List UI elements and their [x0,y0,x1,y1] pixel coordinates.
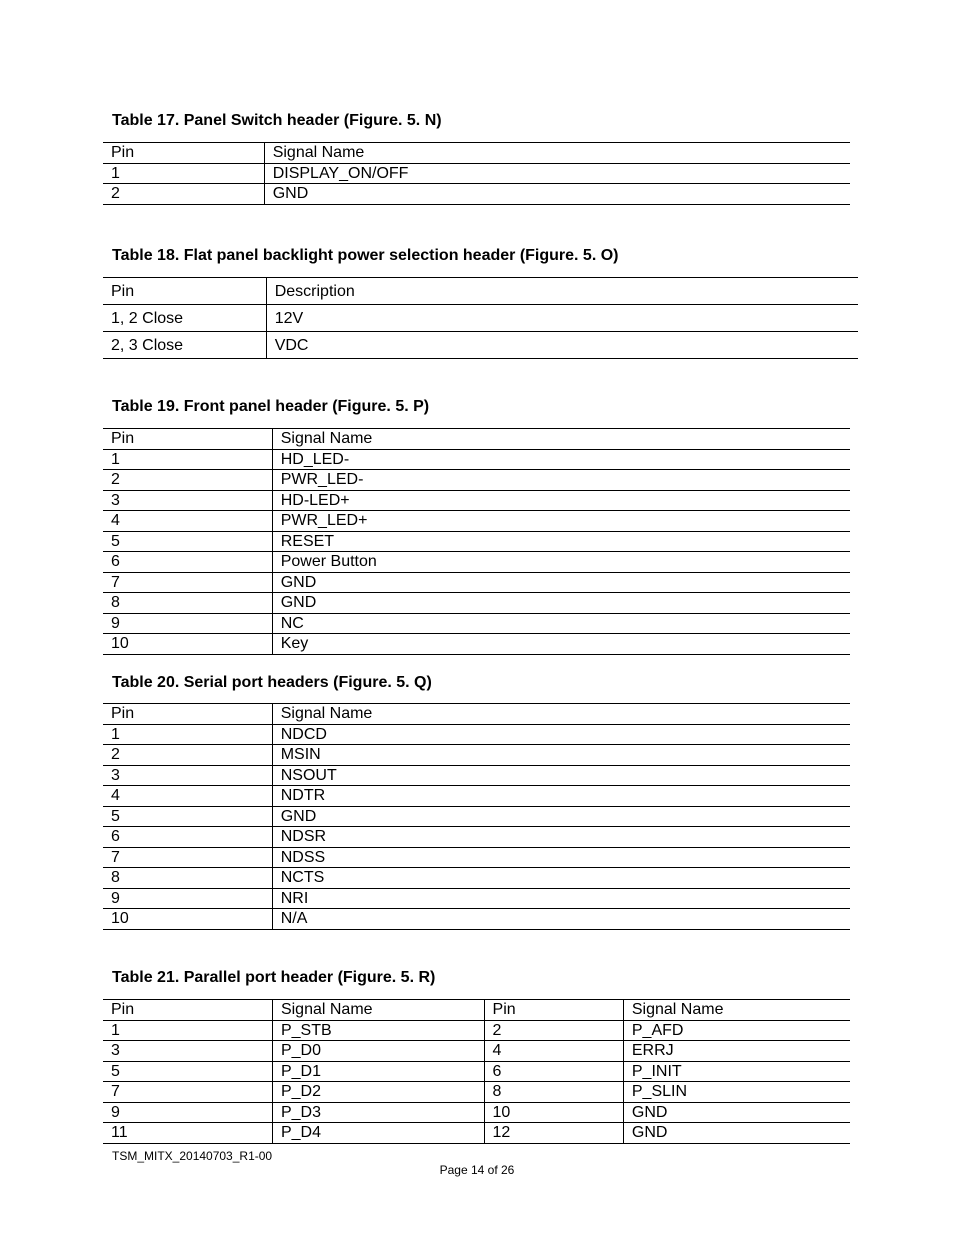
table-20-caption: Table 20. Serial port headers (Figure. 5. Q) [112,674,432,691]
table-row [103,765,850,786]
table-cell: 1 [103,163,264,184]
table-cell: P_AFD [623,1020,850,1041]
table-18-backlight-power [103,277,858,359]
table-cell: DISPLAY_ON/OFF [264,163,850,184]
table-cell: P_INIT [623,1061,850,1082]
table-cell: 9 [103,1102,272,1123]
table-cell: 1 [103,1020,272,1041]
table-row [103,1102,850,1123]
table-cell: RESET [272,531,850,552]
table-17-panel-switch [103,142,850,205]
table-cell: PWR_LED+ [272,511,850,532]
table-cell: P_D3 [272,1102,484,1123]
table-cell: NDSS [272,847,850,868]
table-21-caption: Table 21. Parallel port header (Figure. 5. R) [112,969,436,986]
column-header: Pin [103,704,272,725]
table-cell: 9 [103,613,272,634]
column-header: Signal Name [272,1000,484,1021]
table-row [103,847,850,868]
table-21-parallel-port [103,999,850,1144]
table-row [103,305,858,332]
table-cell: P_D4 [272,1123,484,1144]
table-cell: 2, 3 Close [103,332,266,359]
table-row [103,572,850,593]
footer-doc-id: TSM_MITX_20140703_R1-00 [112,1149,273,1163]
table-row [103,1041,850,1062]
table-row [103,888,850,909]
table-row [103,184,850,205]
table-cell: GND [623,1123,850,1144]
column-header: Pin [103,429,272,450]
table-cell: 1 [103,724,272,745]
column-header: Pin [103,278,266,305]
table-row [103,511,850,532]
table-header-row [103,704,850,725]
table-cell: 7 [103,847,272,868]
table-cell: PWR_LED- [272,470,850,491]
table-row [103,868,850,889]
table-cell: 4 [103,786,272,807]
table-cell: NCTS [272,868,850,889]
table-cell: P_STB [272,1020,484,1041]
table-cell: 12V [266,305,858,332]
table-cell: 6 [103,552,272,573]
table-cell: 2 [103,745,272,766]
table-cell: NDTR [272,786,850,807]
column-header: Signal Name [272,429,850,450]
table-cell: GND [272,593,850,614]
table-cell: P_D1 [272,1061,484,1082]
table-row [103,806,850,827]
table-cell: P_SLIN [623,1082,850,1103]
table-cell: 9 [103,888,272,909]
table-cell: 8 [103,593,272,614]
table-cell: 2 [103,470,272,491]
table-cell: 3 [103,1041,272,1062]
table-row [103,1020,850,1041]
table-cell: N/A [272,909,850,930]
table-cell: 3 [103,765,272,786]
table-cell: GND [272,806,850,827]
table-cell: ERRJ [623,1041,850,1062]
table-row [103,332,858,359]
table-cell: 2 [103,184,264,205]
table-row [103,745,850,766]
column-header: Pin [103,143,264,164]
table-cell: HD-LED+ [272,490,850,511]
table-cell: 5 [103,1061,272,1082]
table-19-front-panel [103,428,850,655]
table-cell: Key [272,634,850,655]
table-cell: 8 [103,868,272,889]
column-header: Signal Name [623,1000,850,1021]
table-cell: MSIN [272,745,850,766]
table-cell: P_D0 [272,1041,484,1062]
table-header-row [103,143,850,164]
table-header-row [103,1000,850,1021]
table-row [103,634,850,655]
table-header-row [103,278,858,305]
table-cell: 5 [103,531,272,552]
table-cell: 4 [103,511,272,532]
table-cell: P_D2 [272,1082,484,1103]
table-cell: 12 [484,1123,623,1144]
table-20-serial-port [103,703,850,930]
column-header: Signal Name [264,143,850,164]
column-header: Signal Name [272,704,850,725]
table-cell: 11 [103,1123,272,1144]
table-cell: 6 [484,1061,623,1082]
table-cell: HD_LED- [272,449,850,470]
table-18-caption: Table 18. Flat panel backlight power selection header (Figure. 5. O) [112,247,619,264]
table-row [103,909,850,930]
table-cell: VDC [266,332,858,359]
table-cell: 8 [484,1082,623,1103]
table-17-caption: Table 17. Panel Switch header (Figure. 5. N) [112,112,442,129]
table-row [103,470,850,491]
table-cell: GND [272,572,850,593]
table-cell: 2 [484,1020,623,1041]
column-header: Pin [484,1000,623,1021]
table-row [103,1061,850,1082]
table-cell: 10 [103,909,272,930]
table-row [103,531,850,552]
table-row [103,552,850,573]
table-row [103,593,850,614]
table-cell: 1, 2 Close [103,305,266,332]
column-header: Description [266,278,858,305]
table-cell: NC [272,613,850,634]
table-row [103,827,850,848]
table-cell: 4 [484,1041,623,1062]
table-row [103,1123,850,1144]
table-row [103,724,850,745]
table-cell: NDCD [272,724,850,745]
table-cell: GND [623,1102,850,1123]
table-cell: 7 [103,1082,272,1103]
table-cell: GND [264,184,850,205]
table-row [103,1082,850,1103]
table-cell: 5 [103,806,272,827]
footer-page-number: Page 14 of 26 [439,1163,515,1177]
table-cell: NSOUT [272,765,850,786]
table-row [103,490,850,511]
table-cell: NRI [272,888,850,909]
table-cell: 10 [103,634,272,655]
table-row [103,163,850,184]
table-cell: NDSR [272,827,850,848]
table-row [103,613,850,634]
table-cell: 7 [103,572,272,593]
table-cell: 10 [484,1102,623,1123]
table-cell: 6 [103,827,272,848]
table-cell: 1 [103,449,272,470]
column-header: Pin [103,1000,272,1021]
table-cell: 3 [103,490,272,511]
table-row [103,786,850,807]
table-row [103,449,850,470]
table-header-row [103,429,850,450]
table-cell: Power Button [272,552,850,573]
table-19-caption: Table 19. Front panel header (Figure. 5. P) [112,398,430,415]
